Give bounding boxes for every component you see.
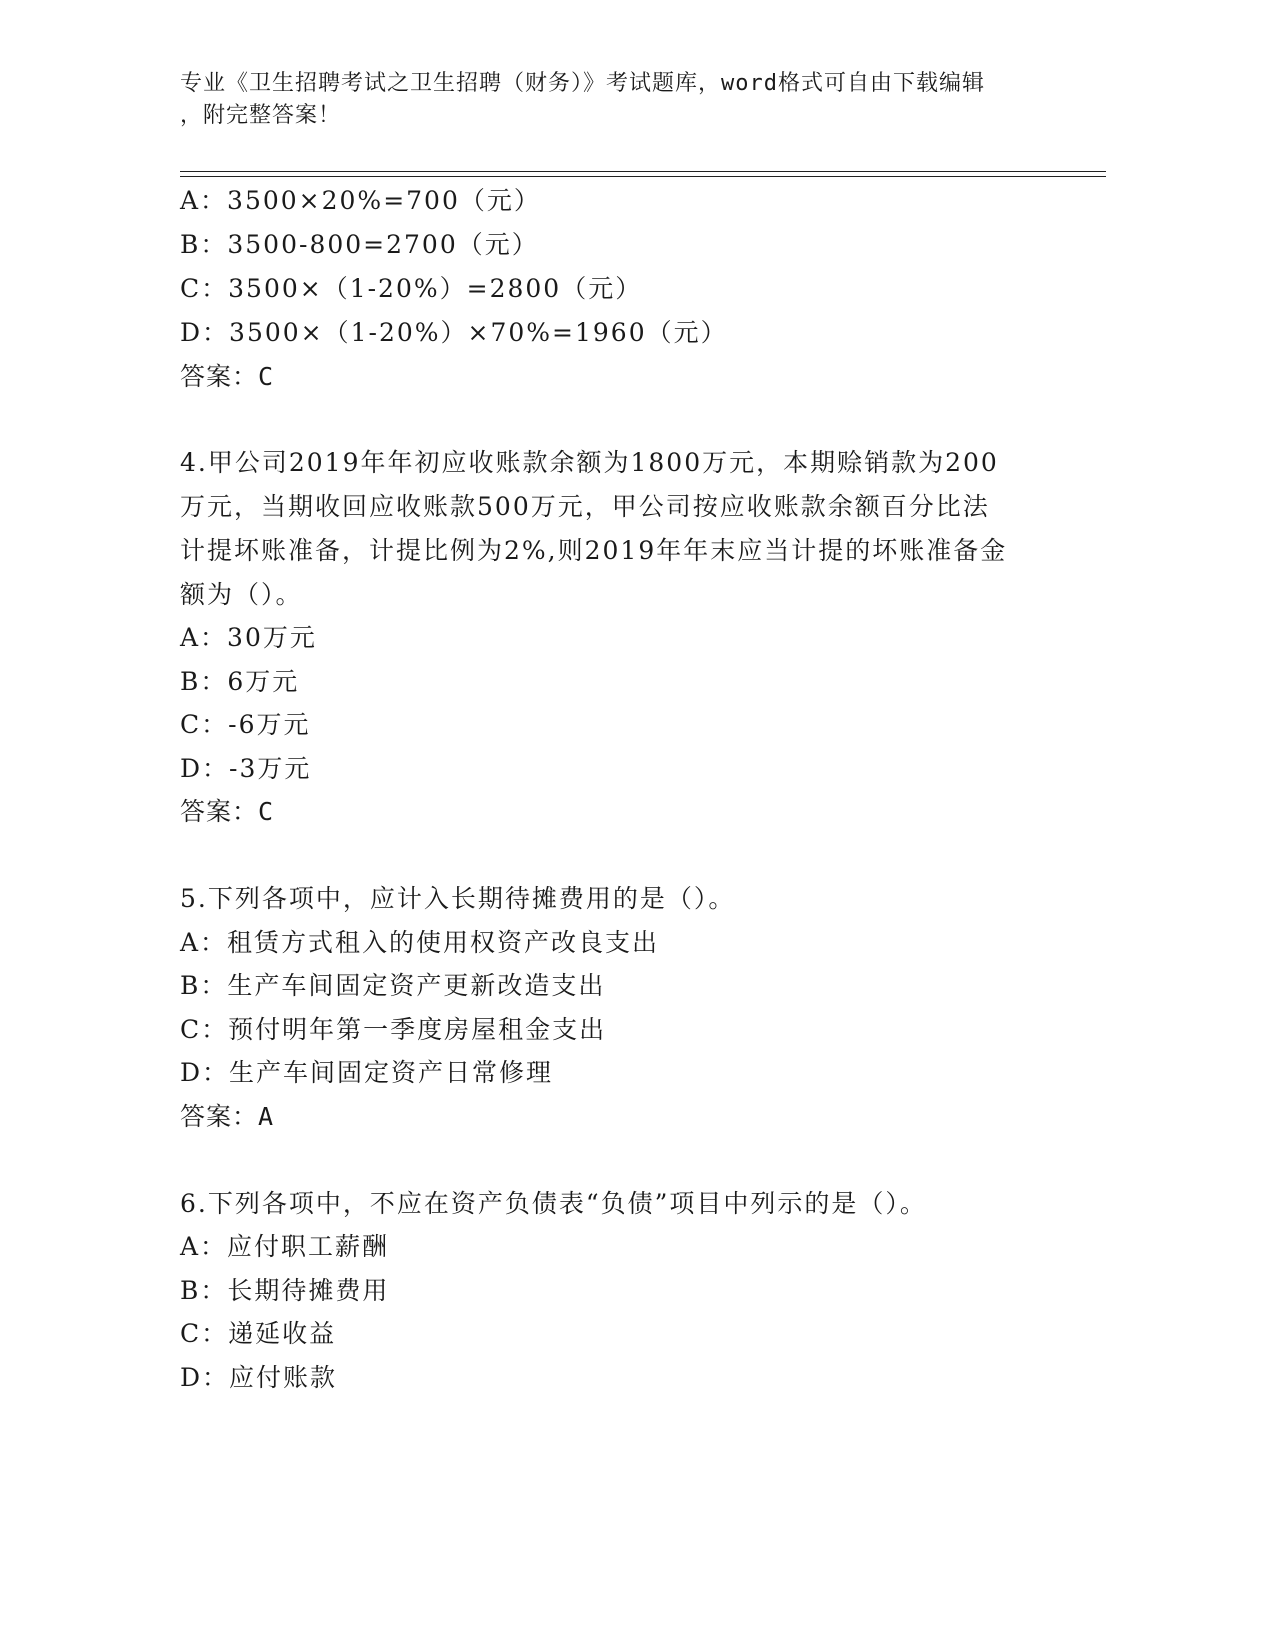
q3-answer xyxy=(180,362,274,392)
q5-option-b: B：生产车间固定资产更新改造支出 xyxy=(180,971,606,1000)
q3-option-b: B：3500-800=2700（元） xyxy=(180,230,539,259)
q4-option-c: C：-6万元 xyxy=(180,710,311,739)
q5-stem: 5.下列各项中，应计入长期待摊费用的是（）。 xyxy=(180,884,736,913)
answer-label: 答案： xyxy=(180,1102,259,1131)
q3-option-a: A：3500×20%=700（元） xyxy=(180,186,541,215)
q6-option-c: C：递延收益 xyxy=(180,1319,337,1348)
q3-option-d: D：3500×（1-20%）×70%=1960（元） xyxy=(180,318,728,347)
header-divider-top xyxy=(180,171,1106,172)
answer-value: C xyxy=(258,362,275,391)
q4-stem-line-3: 计提坏账准备，计提比例为2%,则2019年年末应当计提的坏账准备金 xyxy=(180,536,1008,565)
q4-option-a: A：30万元 xyxy=(180,623,317,652)
q5-answer xyxy=(180,1102,274,1132)
q3-option-c: C：3500×（1-20%）=2800（元） xyxy=(180,274,643,303)
answer-label: 答案： xyxy=(180,797,259,826)
header-line-1: 专业《卫生招聘考试之卫生招聘（财务）》考试题库，word格式可自由下载编辑 xyxy=(180,71,985,96)
header-line-2: ，附完整答案！ xyxy=(180,103,342,128)
q4-option-d: D：-3万元 xyxy=(180,754,312,783)
q5-option-c: C：预付明年第一季度房屋租金支出 xyxy=(180,1015,607,1044)
q4-stem-line-1: 4.甲公司2019年年初应收账款余额为1800万元，本期赊销款为200 xyxy=(180,448,999,477)
q4-stem-line-4: 额为（）。 xyxy=(180,580,303,609)
q4-answer xyxy=(180,797,274,827)
q5-option-a: A：租赁方式租入的使用权资产改良支出 xyxy=(180,928,660,957)
q6-option-b: B：长期待摊费用 xyxy=(180,1276,390,1305)
q5-option-d: D：生产车间固定资产日常修理 xyxy=(180,1058,554,1087)
answer-value: C xyxy=(258,797,275,826)
document-header xyxy=(180,68,1030,132)
answer-value: A xyxy=(258,1102,275,1131)
header-divider-bottom xyxy=(180,176,1106,177)
q6-option-d: D：应付账款 xyxy=(180,1363,338,1392)
q4-option-b: B：6万元 xyxy=(180,667,300,696)
q4-stem-line-2: 万元，当期收回应收账款500万元，甲公司按应收账款余额百分比法 xyxy=(180,492,990,521)
q6-stem: 6.下列各项中，不应在资产负债表“负债”项目中列示的是（）。 xyxy=(180,1189,927,1218)
q6-option-a: A：应付职工薪酬 xyxy=(180,1232,390,1261)
answer-label: 答案： xyxy=(180,362,259,391)
